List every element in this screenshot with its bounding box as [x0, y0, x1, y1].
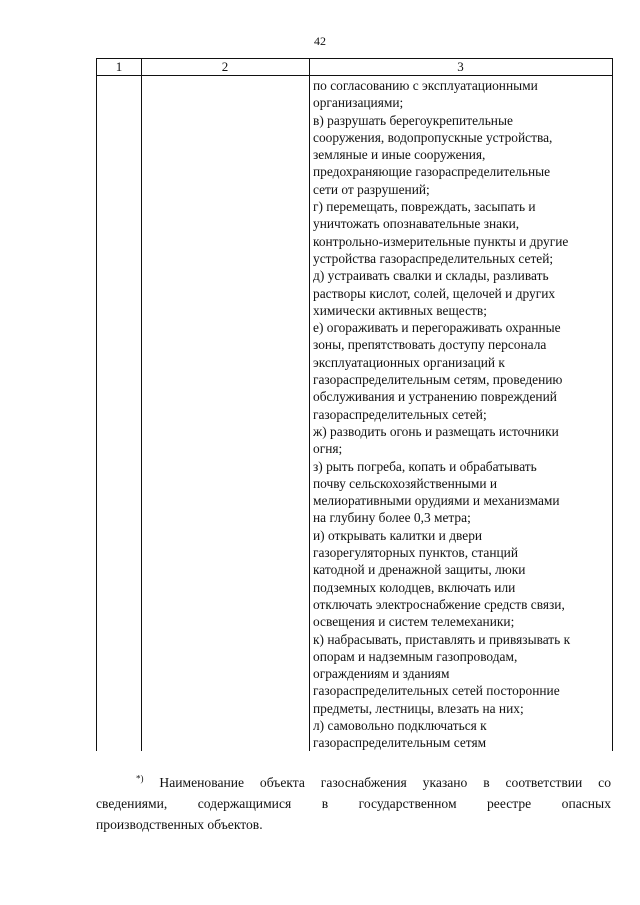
text-line: по согласованию с эксплуатационными — [313, 78, 538, 93]
column-header-1: 1 — [115, 59, 123, 74]
text-line: предохраняющие газораспределительные — [313, 164, 551, 180]
page-number: 42 — [314, 34, 326, 48]
text-line: обслуживания и устранению повреждений — [313, 389, 557, 405]
text-line: и) открывать калитки и двери — [313, 527, 483, 543]
text-line: опорам и надземным газопроводам, — [313, 648, 518, 664]
text-line: предметы, лестницы, влезать на них; — [313, 700, 524, 716]
text-line: подземных колодцев, включать или — [313, 579, 516, 595]
content-table — [96, 58, 613, 751]
column-divider — [141, 59, 142, 751]
footnote-line: *) Наименование объекта газоснабжения указано в соответствии со — [136, 773, 611, 790]
text-line: газораспределительным сетям — [313, 735, 487, 751]
text-line: л) самовольно подключаться к — [313, 717, 487, 733]
text-line: д) устраивать свалки и склады, разливать — [313, 268, 549, 284]
text-line: устройства газораспределительных сетей; — [313, 250, 554, 266]
text-line: химически активных веществ; — [313, 302, 487, 318]
column-header-3: 3 — [457, 59, 464, 74]
column-divider — [309, 59, 310, 751]
text-line: организациями; — [313, 95, 404, 111]
text-line: эксплуатационных организаций к — [313, 354, 505, 370]
text-line: отключать электроснабжение средств связи, — [313, 596, 565, 612]
text-line: газораспределительным сетям, проведению — [313, 372, 563, 388]
footnote-marker: *) — [136, 773, 144, 784]
text-line: катодной и дренажной защиты, люки — [313, 562, 526, 578]
text-line: почву сельскохозяйственными и — [313, 475, 498, 491]
text-line: огня; — [313, 441, 343, 457]
column-header-2: 2 — [221, 59, 229, 74]
text-line: зоны, препятствовать доступу персонала — [313, 337, 547, 353]
text-line: к) набрасывать, приставлять и привязывать к — [313, 631, 571, 647]
text-line: в) разрушать берегоукрепительные — [313, 112, 513, 128]
header-divider — [97, 75, 612, 76]
text-line: освещения и систем телемеханики; — [313, 614, 515, 630]
footnote-line: сведениями, содержащимися в государственном реестре опасных — [96, 796, 611, 811]
text-line: на глубину более 0,3 метра; — [313, 510, 471, 526]
text-line: сети от разрушений; — [313, 181, 430, 197]
footnote — [96, 772, 611, 835]
footnote-line: производственных объектов. — [96, 817, 263, 832]
text-line: г) перемещать, повреждать, засыпать и — [313, 199, 536, 215]
text-line: земляные и иные сооружения, — [313, 147, 486, 163]
text-line: сооружения, водопропускные устройства, — [313, 129, 553, 145]
text-line: ограждениям и зданиям — [313, 666, 450, 682]
text-line: газорегуляторных пунктов, станций — [313, 545, 519, 561]
text-line: уничтожать опознавательные знаки, — [313, 216, 520, 232]
text-line: газораспределительных сетей посторонние — [313, 683, 560, 699]
text-line: растворы кислот, солей, щелочей и других — [313, 285, 556, 301]
text-line: ж) разводить огонь и размещать источники — [313, 423, 559, 439]
text-line: мелиоративными орудиями и механизмами — [313, 493, 560, 509]
text-line: е) огораживать и перегораживать охранные — [313, 320, 561, 336]
text-line: газораспределительных сетей; — [313, 406, 487, 422]
text-line: контрольно-измерительные пункты и другие — [313, 233, 569, 249]
column-3-text — [313, 77, 610, 752]
text-line: з) рыть погреба, копать и обрабатывать — [313, 458, 537, 474]
